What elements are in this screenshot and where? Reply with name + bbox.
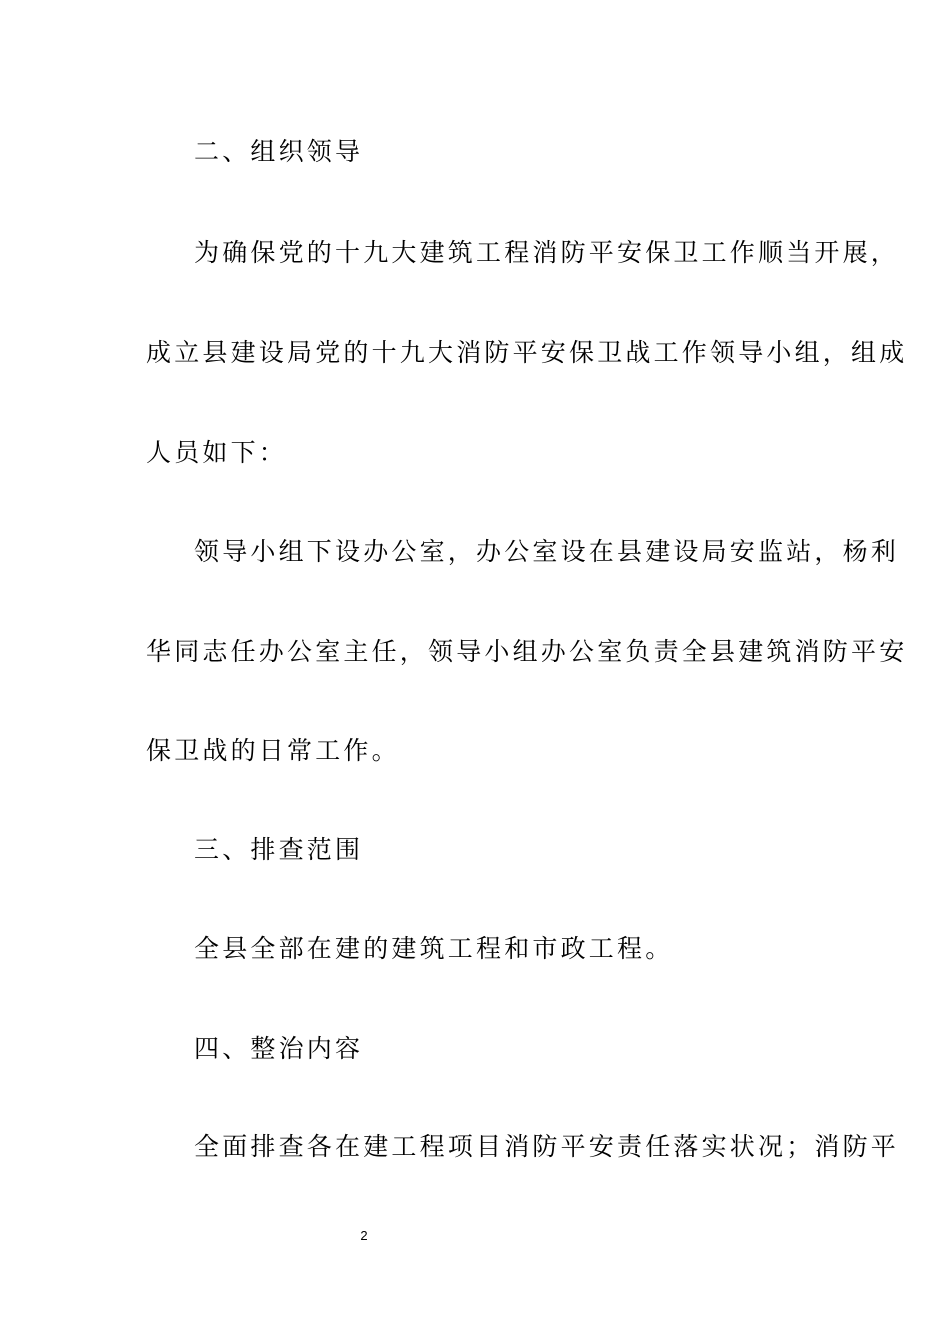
section-heading-scope: 三、排查范围 — [194, 835, 364, 864]
paragraph-line: 全县全部在建的建筑工程和市政工程。 — [194, 934, 674, 963]
paragraph-line: 成立县建设局党的十九大消防平安保卫战工作领导小组，组成 — [146, 338, 908, 367]
paragraph-line: 为确保党的十九大建筑工程消防平安保卫工作顺当开展， — [194, 238, 900, 267]
paragraph-line: 华同志任办公室主任，领导小组办公室负责全县建筑消防平安 — [146, 637, 908, 666]
paragraph-line: 领导小组下设办公室，办公室设在县建设局安监站，杨利 — [194, 537, 900, 566]
section-heading-content: 四、整治内容 — [194, 1034, 364, 1063]
paragraph-line: 保卫战的日常工作。 — [146, 736, 400, 765]
paragraph-line: 人员如下： — [146, 438, 288, 467]
section-heading-organization: 二、组织领导 — [194, 137, 364, 166]
page-number: 2 — [360, 1228, 368, 1243]
paragraph-line: 全面排查各在建工程项目消防平安责任落实状况；消防平 — [194, 1132, 900, 1161]
